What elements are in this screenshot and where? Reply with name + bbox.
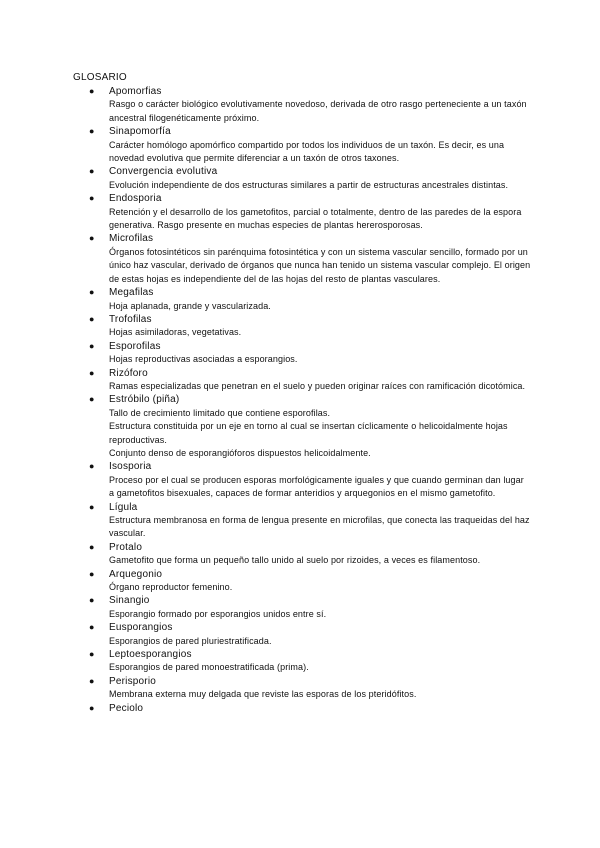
glossary-entry (91, 393, 531, 460)
glossary-term: Leptoesporangios (109, 649, 192, 661)
glossary-definition: Órgano reproductor femenino. (109, 582, 233, 593)
bullet-icon: ● (89, 367, 95, 378)
glossary-definition: Tallo de crecimiento limitado que contiene esporofilas. (109, 407, 331, 418)
glossary-entry (91, 702, 531, 715)
bullet-icon: ● (89, 313, 95, 324)
glossary-term: Sinangio (109, 595, 150, 607)
glossary-term: Peciolo (109, 702, 144, 714)
bullet-icon: ● (89, 340, 95, 351)
glossary-entry (91, 621, 531, 648)
glossary-definition: Esporangios de pared pluriestratificada. (109, 635, 272, 646)
glossary-term: Estróbilo (piña) (109, 394, 180, 406)
glossary-definition: Membrana externa muy delgada que reviste las esporas de los pteridófitos. (109, 689, 417, 700)
glossary-definition: Órganos fotosintéticos sin parénquima fotosintética y con un sistema vascular sencillo, formado por un único haz vascular, derivado de órganos que nunca han tenido un sistema vascular complejo. El origen de estas hojas es independiente del de las hojas del resto de plantas vasculares. (109, 246, 531, 284)
glossary-entry (91, 367, 531, 394)
bullet-icon: ● (89, 193, 95, 204)
bullet-icon: ● (89, 394, 95, 405)
glossary-entry (91, 675, 531, 702)
glossary-entry (91, 313, 531, 340)
glossary-term: Apomorfias (109, 86, 162, 97)
glossary-entry (91, 85, 531, 125)
glossary-definition: Esporangios de pared monoestratificada (prima). (109, 662, 309, 673)
glossary-term: Microfilas (109, 233, 154, 245)
bullet-icon: ● (89, 568, 95, 579)
glossary-title: GLOSARIO (73, 72, 127, 83)
glossary-definition: Esporangio formado por esporangios unidos entre sí. (109, 608, 327, 619)
glossary-term: Arquegonio (109, 568, 163, 580)
glossary-term: Sinapomorfía (109, 126, 171, 138)
bullet-icon: ● (89, 287, 95, 298)
glossary-entry (91, 192, 531, 232)
bullet-icon: ● (89, 501, 95, 512)
glossary-definition: Hoja aplanada, grande y vascularizada. (109, 300, 271, 311)
bullet-icon: ● (89, 675, 95, 686)
glossary-term: Megafilas (109, 287, 154, 299)
glossary-term: Rizóforo (109, 367, 148, 379)
glossary-term: Isosporia (109, 461, 152, 473)
glossary-definition: Proceso por el cual se producen esporas morfológicamente iguales y que cuando germinan dan lugar a gametofitos bisexuales, capaces de formar anteridios y arquegonios en el mismo gametofito. (109, 474, 524, 499)
glossary-term: Eusporangios (109, 622, 173, 634)
glossary-term: Esporofilas (109, 340, 161, 352)
glossary-definition: Hojas asimiladoras, vegetativas. (109, 327, 242, 338)
glossary-entry (91, 125, 531, 165)
glossary-definition: Gametofito que forma un pequeño tallo unido al suelo por rizoides, a veces es filamentoso. (109, 555, 481, 566)
glossary-definition: Evolución independiente de dos estructuras similares a partir de estructuras ancestrales distintas. (109, 179, 509, 190)
glossary-term: Perisporio (109, 675, 157, 687)
glossary-definition: Hojas reproductivas asociadas a esporangios. (109, 354, 298, 365)
bullet-icon: ● (89, 649, 95, 660)
glossary-term: Protalo (109, 541, 143, 553)
glossary-definition: Conjunto denso de esporangióforos dispuestos helicoidalmente. (109, 447, 371, 458)
glossary-term: Convergencia evolutiva (109, 166, 218, 178)
glossary-definition: Estructura constituida por un eje en torno al cual se insertan cíclicamente o helicoidalmente hojas reproductivas. (109, 421, 508, 445)
glossary-term: Lígula (109, 501, 138, 513)
glossary-entry (91, 541, 531, 568)
glossary-term: Endosporia (109, 193, 162, 205)
bullet-icon: ● (89, 702, 95, 713)
bullet-icon: ● (89, 595, 95, 606)
glossary-definition: Carácter homólogo apomórfico compartido por todos los individuos de un taxón. Es decir, es una novedad evolutiva que permite diferenciar a un taxón de otros taxones. (109, 139, 505, 164)
glossary-term: Trofofilas (109, 313, 152, 325)
glossary-entry (91, 165, 531, 192)
glossary-list (91, 85, 531, 715)
glossary-entry (91, 232, 531, 286)
bullet-icon: ● (89, 622, 95, 633)
bullet-icon: ● (89, 461, 95, 472)
bullet-icon: ● (89, 126, 95, 137)
glossary-entry (91, 460, 531, 500)
bullet-icon: ● (89, 541, 95, 552)
glossary-entry (91, 501, 531, 541)
bullet-icon: ● (89, 86, 95, 96)
glossary-entry (91, 286, 531, 313)
glossary-definition: Retención y el desarrollo de los gametofitos, parcial o totalmente, dentro de las paredes de la espora generativa. Rasgo presente en muchas especies de plantas hererosporosas. (109, 206, 522, 231)
glossary-definition: Estructura membranosa en forma de lengua presente en microfilas, que conecta las traqueidas del haz vascular. (109, 515, 530, 539)
glossary-entry (91, 648, 531, 675)
glossary-entry (91, 594, 531, 621)
glossary-entry (91, 340, 531, 367)
glossary-entry (91, 568, 531, 595)
bullet-icon: ● (89, 166, 95, 177)
bullet-icon: ● (89, 233, 95, 244)
glossary-definition: Rasgo o carácter biológico evolutivamente novedoso, derivada de otro rasgo perteneciente a un taxón ancestral filogenéticamente próximo. (109, 99, 527, 123)
glossary-definition: Ramas especializadas que penetran en el suelo y pueden originar raíces con ramificación dicotómica. (109, 380, 526, 391)
